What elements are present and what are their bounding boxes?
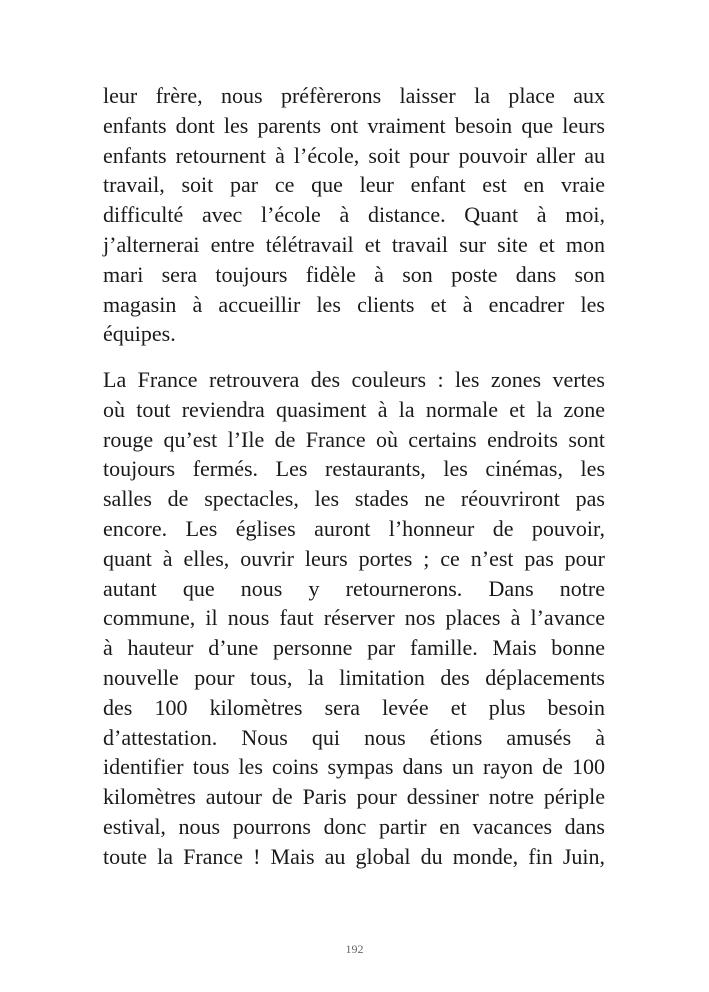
text-line: commune, il nous faut réserver nos places à l’avance (103, 605, 605, 631)
text-line: des 100 kilomètres sera levée et plus besoin (103, 694, 605, 720)
text-line: La France retrouvera des couleurs : les zones vertes (103, 367, 605, 392)
text-line: où tout reviendra quasiment à la normale et la zone (103, 396, 605, 422)
page-number: 192 (345, 942, 364, 956)
text-line: enfants retournent à l’école, soit pour pouvoir aller au (103, 142, 605, 168)
text-line: rouge qu’est l’Ile de France où certains endroits sont (103, 426, 605, 452)
text-line: encore. Les églises auront l’honneur de pouvoir, (103, 515, 605, 541)
text-line: à hauteur d’une personne par famille. Mais bonne (103, 635, 605, 661)
text-line: j’alternerai entre télétravail et travail sur site et mon (103, 231, 605, 257)
text-line: mari sera toujours fidèle à son poste dans son (103, 261, 605, 287)
text-line: magasin à accueillir les clients et à encadrer les (103, 291, 605, 317)
text-line: toute la France ! Mais au global du monde, fin Juin, (103, 843, 605, 869)
text-line: nouvelle pour tous, la limitation des déplacements (103, 664, 605, 690)
text-line: salles de spectacles, les stades ne réouvriront pas (103, 486, 605, 512)
text-line: équipes. (103, 321, 176, 347)
text-line: kilomètres autour de Paris pour dessiner notre périple (103, 784, 605, 810)
text-line: leur frère, nous préfèrerons laisser la place aux (103, 83, 605, 108)
paragraph-2 (103, 365, 605, 872)
text-line: enfants dont les parents ont vraiment besoin que leurs (103, 112, 605, 138)
text-line: travail, soit par ce que leur enfant est en vraie (103, 172, 605, 198)
text-line: d’attestation. Nous qui nous étions amusés à (103, 724, 605, 750)
text-line: autant que nous y retournerons. Dans notre (103, 575, 605, 601)
text-line: identifier tous les coins sympas dans un rayon de 100 (103, 754, 605, 780)
text-line: toujours fermés. Les restaurants, les cinémas, les (103, 456, 605, 482)
paragraph-1 (103, 81, 605, 349)
text-line: estival, nous pourrons donc partir en vacances dans (103, 813, 605, 839)
text-line: quant à elles, ouvrir leurs portes ; ce n’est pas pour (103, 545, 605, 571)
text-line: difficulté avec l’école à distance. Quant à moi, (103, 202, 605, 228)
